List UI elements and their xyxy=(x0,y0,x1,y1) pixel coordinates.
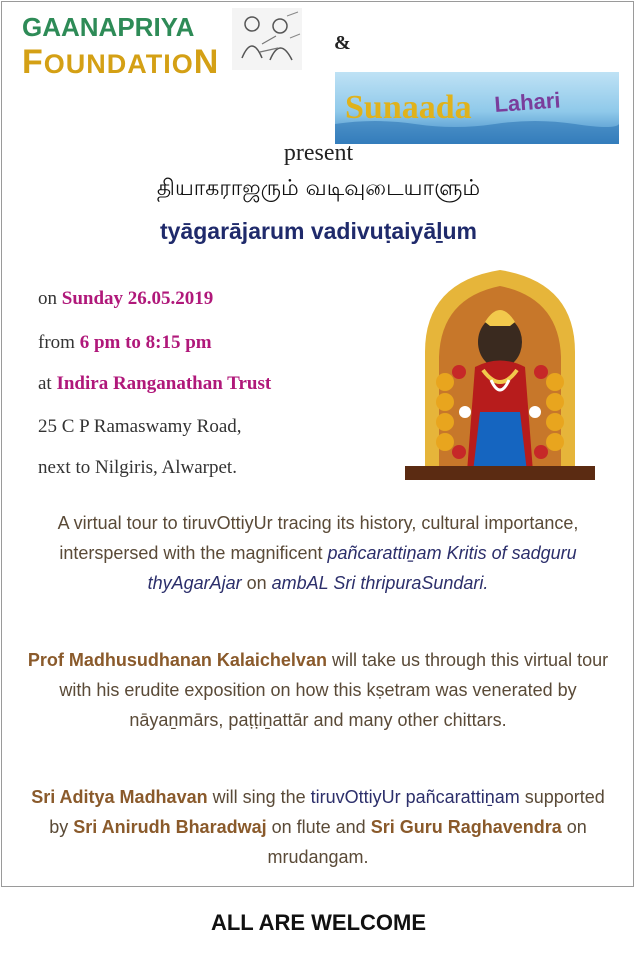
performer-paragraph: Sri Aditya Madhavan will sing the tiruvOttiyUr pañcarattiṉam supported by Sri Anirudh Bharadwaj on flute and Sri Guru Raghavendra on mrudangam. xyxy=(31,787,605,867)
event-address-line2: next to Nilgiris, Alwarpet. xyxy=(38,457,237,478)
gaanapriya-logo xyxy=(20,10,252,80)
banner-word-sunaada: Sunaada xyxy=(345,89,472,126)
description-paragraph: A virtual tour to tiruvOttiyUr tracing its history, cultural importance, interspersed with the magnificent pañcarattiṉam Kritis of sadguru thyAgarAjar on ambAL Sri thripuraSundari. xyxy=(57,513,579,593)
banner-word-lahari: Lahari xyxy=(493,87,562,117)
logo-line2: FOUNDATION xyxy=(22,43,220,81)
event-venue: at Indira Ranganathan Trust xyxy=(38,373,272,394)
event-time: from 6 pm to 8:15 pm xyxy=(38,332,212,353)
event-date: on Sunday 26.05.2019 xyxy=(38,288,214,309)
welcome-banner: ALL ARE WELCOME xyxy=(210,910,427,935)
present-label: present xyxy=(283,140,354,166)
sunaada-lahari-banner xyxy=(335,72,619,144)
deity-image xyxy=(405,262,595,480)
speaker-paragraph: Prof Madhusudhanan Kalaichelvan will take us through this virtual tour with his erudite exposition on how this kṣetram was venerated by nāyaṉmārs, paṭṭiṉattār and many other chittars. xyxy=(27,650,609,730)
tamil-title: தியாகராஜரும் வடிவுடையாளும் xyxy=(156,176,481,201)
musicians-sketch-icon xyxy=(232,8,302,70)
transliterated-title: tyāgarājarum vadivuṭaiyāḻum xyxy=(159,218,478,244)
event-address-line1: 25 C P Ramaswamy Road, xyxy=(38,416,242,437)
ampersand: & xyxy=(334,32,351,54)
logo-line1: GAANAPRIYA xyxy=(22,12,195,42)
